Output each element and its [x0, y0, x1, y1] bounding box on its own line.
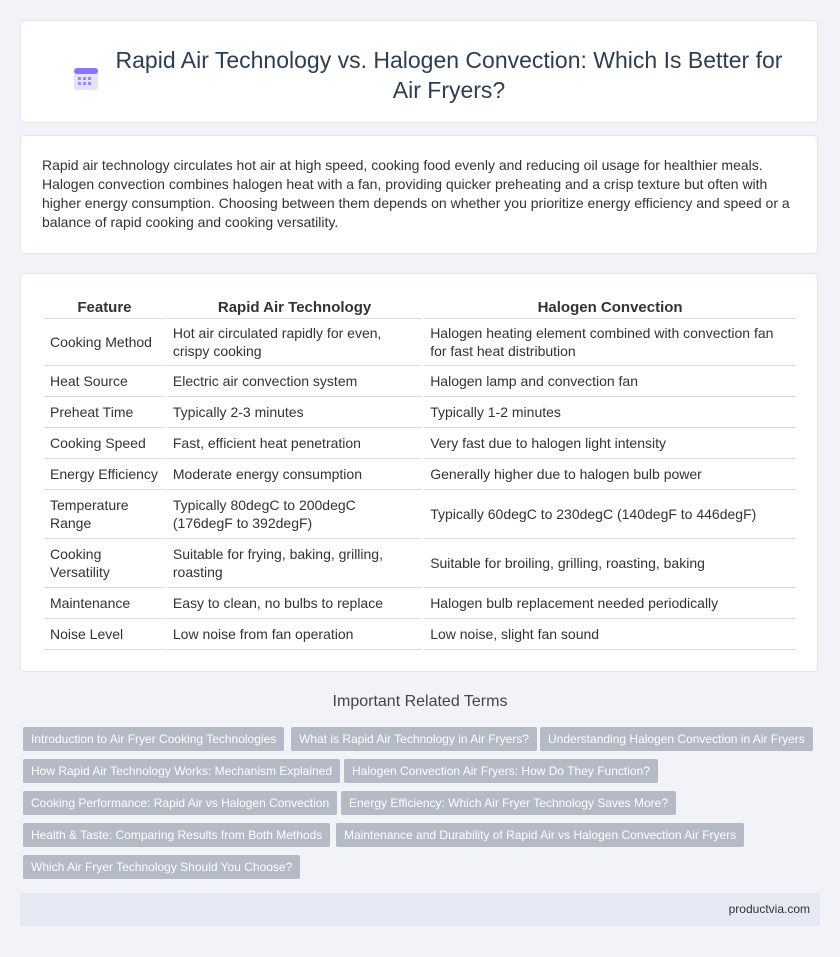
row-feature: Energy Efficiency: [44, 459, 165, 490]
table-row: [44, 619, 796, 650]
footer: [20, 893, 820, 926]
table-row: [44, 490, 796, 539]
related-tag[interactable]: Energy Efficiency: Which Air Fryer Technology Saves More?: [341, 791, 676, 815]
row-rapid-air: Suitable for frying, baking, grilling, roasting: [167, 539, 422, 588]
table-header-row: [44, 296, 796, 319]
related-tag[interactable]: Introduction to Air Fryer Cooking Technologies: [23, 727, 284, 751]
related-tag[interactable]: Which Air Fryer Technology Should You Choose?: [23, 855, 300, 879]
table-row: [44, 366, 796, 397]
row-halogen: Suitable for broiling, grilling, roasting, baking: [424, 539, 796, 588]
row-feature: Noise Level: [44, 619, 165, 650]
table-row: [44, 459, 796, 490]
related-terms-title: Important Related Terms: [332, 693, 508, 710]
footer-site[interactable]: productvia.com: [728, 902, 810, 916]
title-card: [20, 20, 818, 123]
related-tag[interactable]: How Rapid Air Technology Works: Mechanism Explained: [23, 759, 340, 783]
related-tag[interactable]: Understanding Halogen Convection in Air Fryers: [540, 727, 813, 751]
row-rapid-air: Hot air circulated rapidly for even, crispy cooking: [167, 319, 422, 366]
calendar-icon: [73, 65, 99, 91]
row-feature: Heat Source: [44, 366, 165, 397]
comparison-card: [20, 273, 818, 672]
page-title: Rapid Air Technology vs. Halogen Convection: Which Is Better for Air Fryers?: [115, 47, 783, 103]
row-feature: Cooking Speed: [44, 428, 165, 459]
table-row: [44, 319, 796, 366]
row-rapid-air: Easy to clean, no bulbs to replace: [167, 588, 422, 619]
row-feature: Temperature Range: [44, 490, 165, 539]
header-rapid-air: Rapid Air Technology: [167, 296, 422, 319]
table-row: [44, 539, 796, 588]
table-row: [44, 588, 796, 619]
intro-paragraph: Rapid air technology circulates hot air at high speed, cooking food evenly and reducing oil usage for healthier meals. Halogen convection combines halogen heat with a fan, providing quicker preheating and a crisp texture but often with higher energy consumption. Choosing between them depends on whether you prioritize energy efficiency and speed or a balance of rapid cooking and cooking versatility.: [42, 157, 790, 230]
row-rapid-air: Typically 80degC to 200degC (176degF to 392degF): [167, 490, 422, 539]
comparison-table: [42, 296, 798, 650]
row-halogen: Typically 1-2 minutes: [424, 397, 796, 428]
row-halogen: Generally higher due to halogen bulb power: [424, 459, 796, 490]
row-feature: Maintenance: [44, 588, 165, 619]
row-halogen: Halogen lamp and convection fan: [424, 366, 796, 397]
row-feature: Preheat Time: [44, 397, 165, 428]
related-tag[interactable]: Halogen Convection Air Fryers: How Do They Function?: [344, 759, 658, 783]
intro-card: [20, 135, 818, 254]
related-tag[interactable]: Health & Taste: Comparing Results from Both Methods: [23, 823, 330, 847]
related-tag[interactable]: Cooking Performance: Rapid Air vs Halogen Convection: [23, 791, 337, 815]
header-feature: Feature: [44, 296, 165, 319]
row-halogen: Halogen heating element combined with convection fan for fast heat distribution: [424, 319, 796, 366]
row-halogen: Typically 60degC to 230degC (140degF to 446degF): [424, 490, 796, 539]
row-halogen: Halogen bulb replacement needed periodically: [424, 588, 796, 619]
row-feature: Cooking Method: [44, 319, 165, 366]
row-rapid-air: Fast, efficient heat penetration: [167, 428, 422, 459]
row-feature: Cooking Versatility: [44, 539, 165, 588]
related-tag[interactable]: Maintenance and Durability of Rapid Air vs Halogen Convection Air Fryers: [336, 823, 744, 847]
table-row: [44, 397, 796, 428]
related-tag[interactable]: What is Rapid Air Technology in Air Fryers?: [291, 727, 537, 751]
row-rapid-air: Moderate energy consumption: [167, 459, 422, 490]
row-halogen: Very fast due to halogen light intensity: [424, 428, 796, 459]
header-halogen: Halogen Convection: [424, 296, 796, 319]
row-halogen: Low noise, slight fan sound: [424, 619, 796, 650]
row-rapid-air: Low noise from fan operation: [167, 619, 422, 650]
row-rapid-air: Typically 2-3 minutes: [167, 397, 422, 428]
table-row: [44, 428, 796, 459]
row-rapid-air: Electric air convection system: [167, 366, 422, 397]
